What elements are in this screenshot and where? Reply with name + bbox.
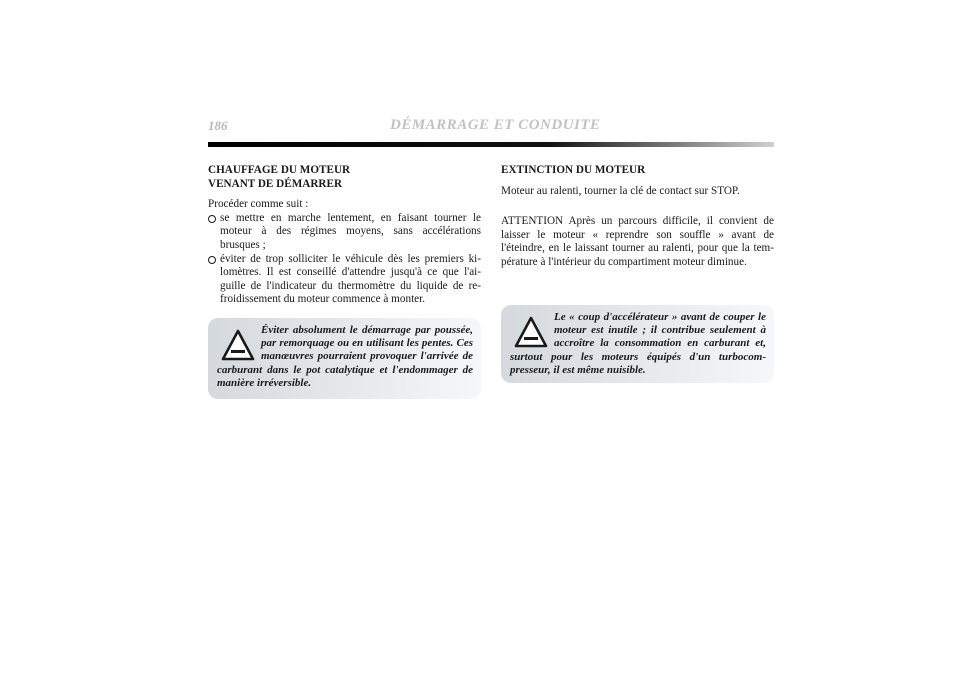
warning-text-right: Le « coup d'accélérateur » avant de couper le moteur est inutile ; il contribue seulement à accroître la consommation en carburant et, surtout pour les moteurs équipés d'un turbocom-presseur, il est même nuisible. <box>510 311 766 376</box>
list-item <box>208 212 481 253</box>
bullet-list <box>208 212 481 307</box>
header-rule <box>208 142 774 147</box>
heading-extinction: EXTINCTION DU MOTEUR <box>501 164 646 176</box>
paragraph-ralenti: Moteur au ralenti, tourner la clé de contact sur STOP. <box>501 184 740 197</box>
warning-box-right <box>501 305 774 383</box>
bullet-circle-icon <box>208 215 216 223</box>
warning-triangle-icon <box>514 315 548 349</box>
bullet-circle-icon <box>208 256 216 264</box>
intro-text: Procéder comme suit : <box>208 198 309 211</box>
page-number: 186 <box>208 118 228 133</box>
paragraph-attention: ATTENTION Après un parcours difficile, il convient de laisser le moteur « reprendre son souffle » avant de l'éteindre, en le laissant tourner au ralenti, pour que la tem-pérature à l'intérieur du compartiment moteur diminue. <box>501 215 774 268</box>
warning-box-left <box>208 318 481 399</box>
warning-text-left: Éviter absolument le démarrage par poussée, par remorquage ou en utilisant les pentes. Ces manœuvres pourraient provoquer l'arrivée de carburant dans le pot catalytique et l'endommager de manière irréversible. <box>217 324 473 389</box>
section-title: DÉMARRAGE ET CONDUITE <box>390 117 601 133</box>
list-item <box>208 253 481 307</box>
warning-triangle-icon <box>221 328 255 362</box>
right-column <box>501 164 774 270</box>
bullet-text: se mettre en marche lentement, en faisant tourner le moteur à des régimes moyens, sans accélérations brusques ; <box>220 211 481 251</box>
bullet-text: éviter de trop solliciter le véhicule dès les premiers ki-lomètres. Il est conseillé d'attendre jusqu'à ce que l'ai-guille de l'indicateur du thermomètre du liquide de re-froidissement du moteur commence à monter. <box>220 252 481 306</box>
heading-chauffage-line1: CHAUFFAGE DU MOTEUR <box>208 164 351 176</box>
heading-chauffage-line2: VENANT DE DÉMARRER <box>208 177 343 190</box>
left-column <box>208 164 481 307</box>
